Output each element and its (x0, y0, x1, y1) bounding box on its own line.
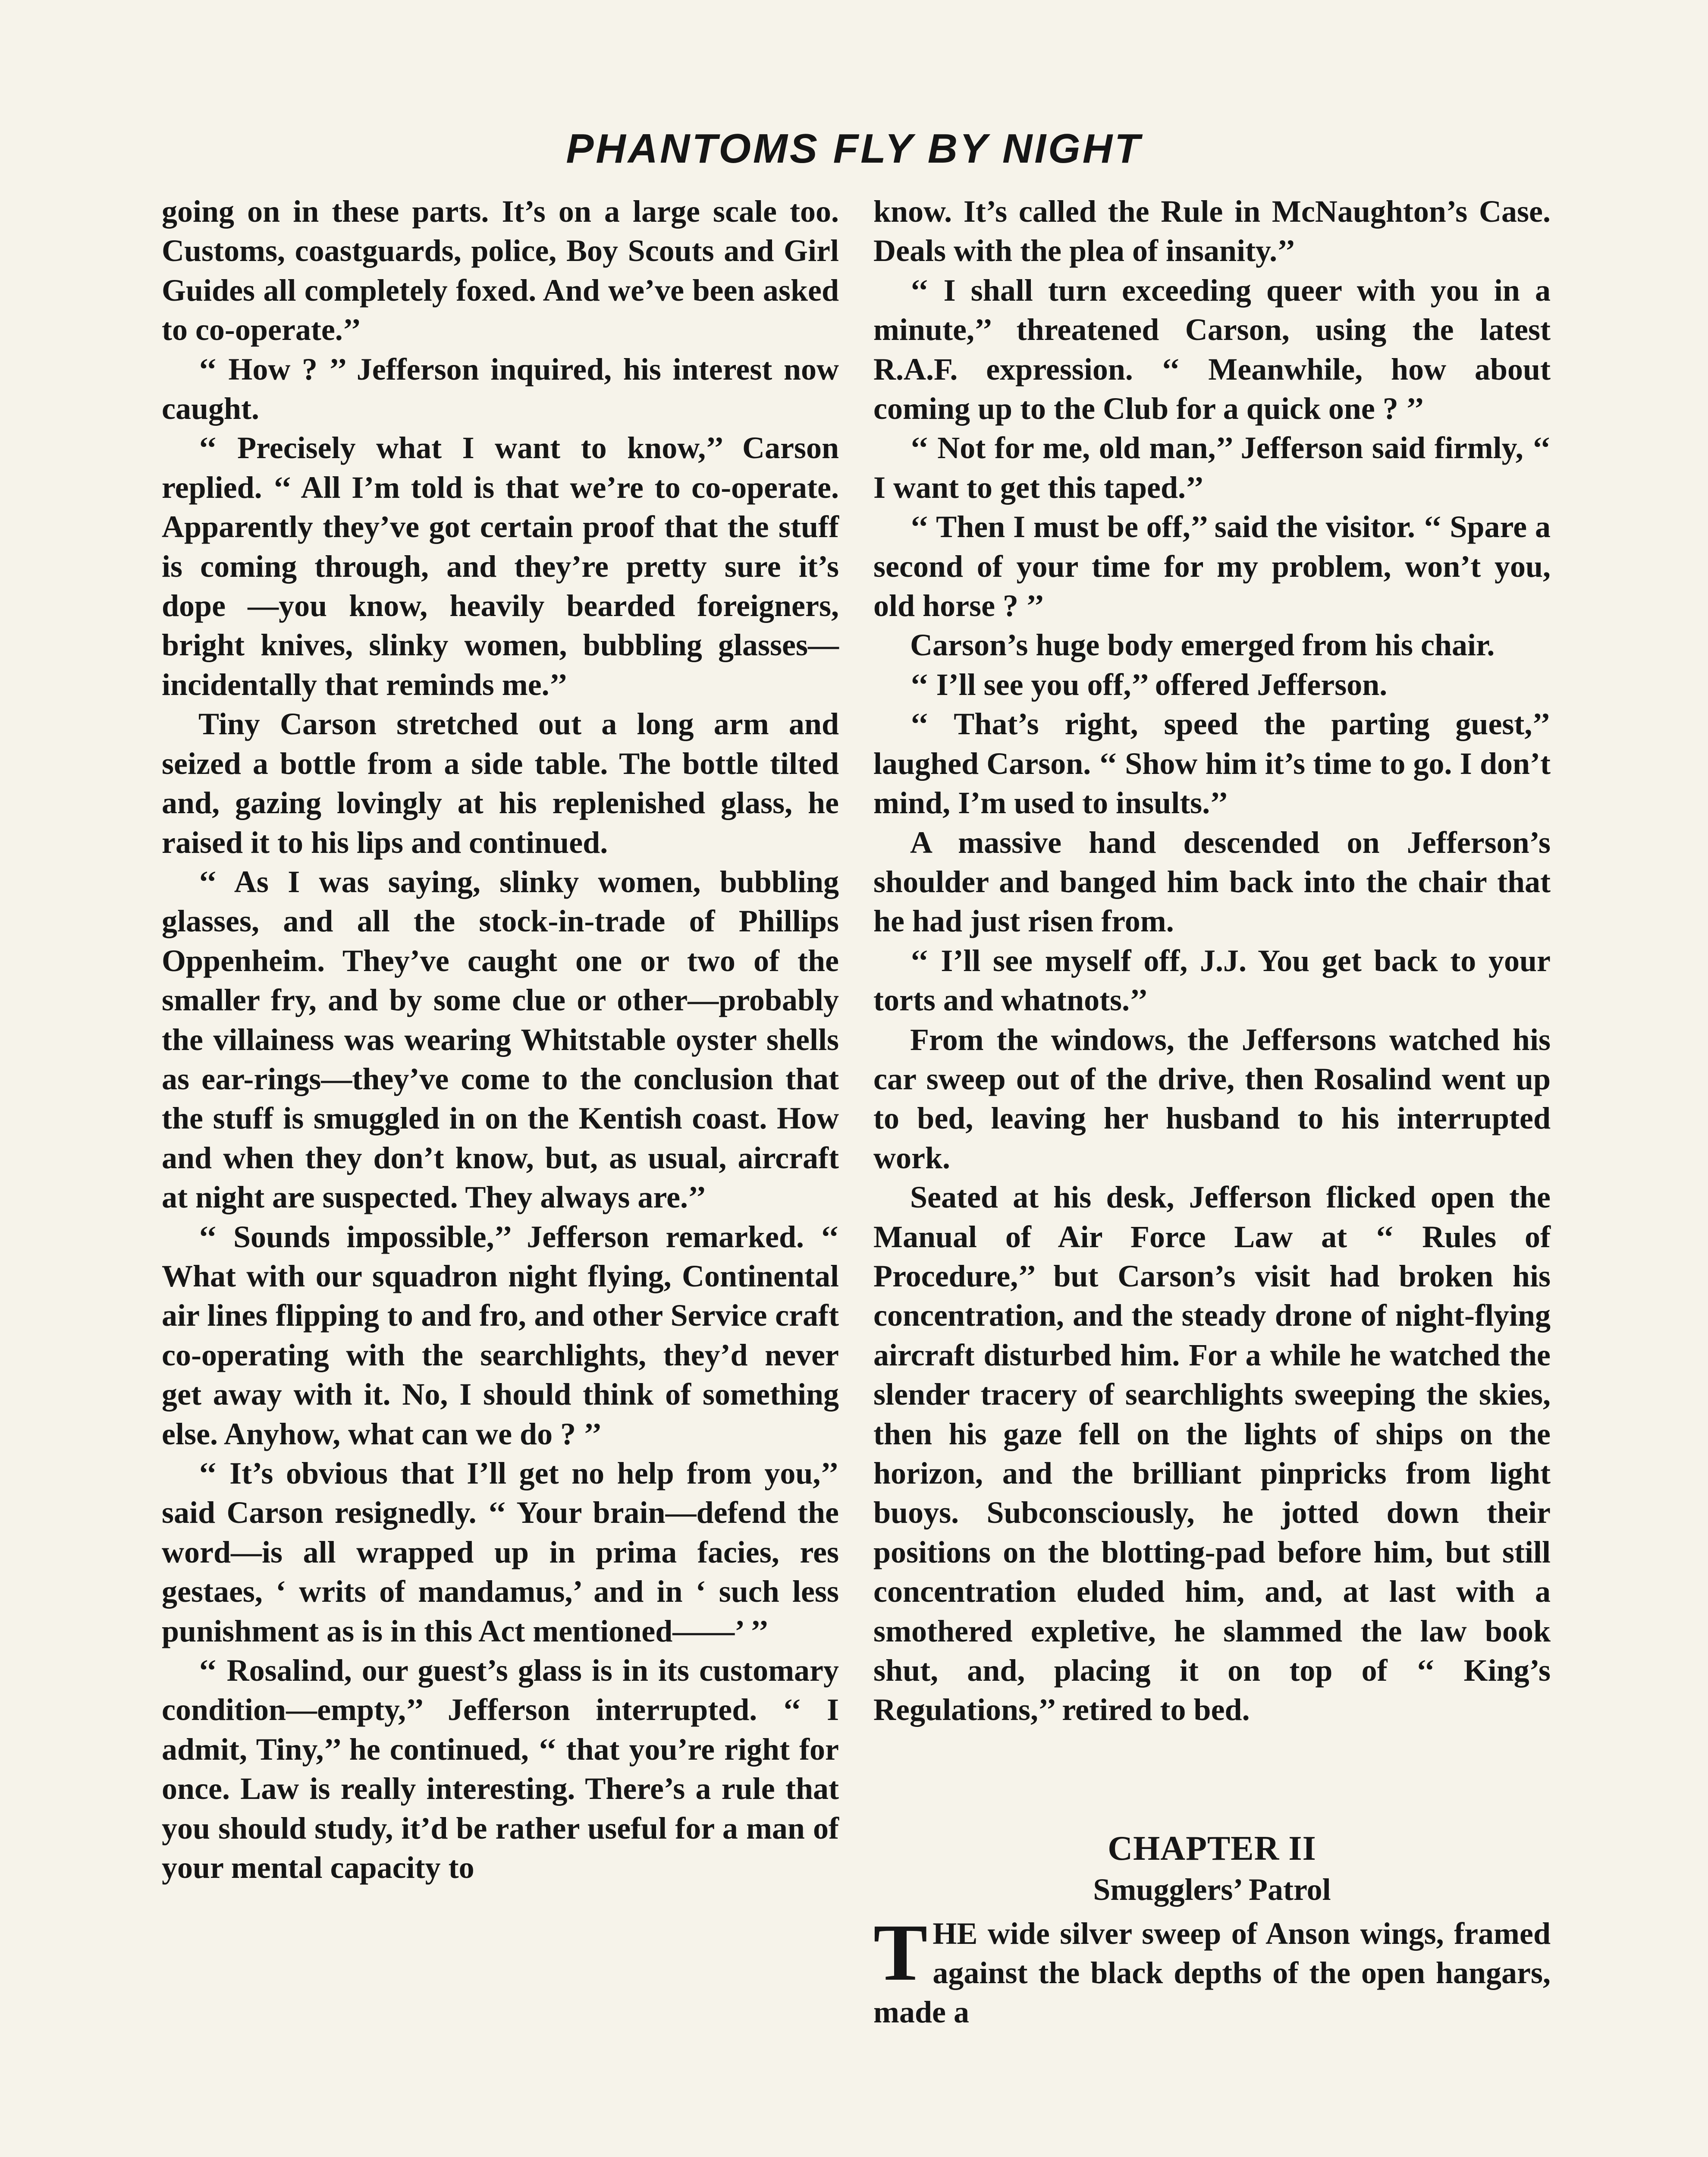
paragraph: ‘‘ I shall turn exceeding queer with you in a minute,’’ threatened Carson, using the latest R.A.F. expression. ‘‘ Meanwhile, how about coming up to the Club for a quick one ? ’’ (873, 273, 1551, 426)
left-column (162, 192, 839, 1887)
paragraph: From the windows, the Jeffersons watched his car sweep out of the drive, then Rosalind went up to bed, leaving her husband to his interrupted work. (873, 1022, 1551, 1175)
paragraph: ‘‘ How ? ’’ Jefferson inquired, his interest now caught. (162, 352, 839, 426)
paragraph: ‘‘ Then I must be off,’’ said the visitor. ‘‘ Spare a second of your time for my problem, won’t you, old horse ? ’’ (873, 509, 1551, 623)
paragraph: know. It’s called the Rule in McNaughton’s Case. Deals with the plea of insanity.’’ (873, 194, 1551, 268)
drop-cap: T (873, 1907, 928, 1997)
paragraph: ‘‘ Not for me, old man,’’ Jefferson said firmly, ‘‘ I want to get this taped.’’ (873, 431, 1551, 505)
paragraph: ‘‘ Sounds impossible,’’ Jefferson remarked. ‘‘ What with our squadron night flying, Continental air lines flipping to and fro, and other Service craft co-operating with the searchlights, they’d never get away with it. No, I should think of something else. Anyhow, what can we do ? ’’ (162, 1219, 839, 1451)
paragraph: ‘‘ As I was saying, slinky women, bubbling glasses, and all the stock-in-trade of Phillips Oppenheim. They’ve caught one or two of the smaller fry, and by some clue or other—probably the villainess was wearing Whitstable oyster shells as ear-rings—they’ve come to the conclusion that the stuff is smuggled in on the Kentish coast. How and when they don’t know, but, as usual, aircraft at night are suspected. They always are.’’ (162, 864, 839, 1215)
paragraph: ‘‘ It’s obvious that I’ll get no help from you,’’ said Carson resignedly. ‘‘ Your brain—defend the word—is all wrapped up in prima facies, res gestaes, ‘ writs of mandamus,’ and in ‘ such less punishment as is in this Act mentioned——’ ’’ (162, 1456, 839, 1648)
running-title: PHANTOMS FLY BY NIGHT (566, 126, 1142, 172)
chapter-opening-paragraph (873, 1907, 1551, 2032)
chapter-subtitle: Smugglers’ Patrol (1093, 1872, 1331, 1907)
chapter-opening-text: HE wide silver sweep of Anson wings, framed against the black depths of the open hangars, made a (873, 1916, 1551, 2030)
paragraph: ‘‘ That’s right, speed the parting guest,’’ laughed Carson. ‘‘ Show him it’s time to go. I don’t mind, I’m used to insults.’’ (873, 707, 1551, 821)
paragraph: going on in these parts. It’s on a large scale too. Customs, coastguards, police, Boy Scouts and Girl Guides all completely foxed. And we’ve been asked to co-operate.’’ (162, 194, 839, 347)
paragraph: Carson’s huge body emerged from his chair. (910, 628, 1495, 663)
right-column (873, 192, 1551, 2032)
paragraph: Tiny Carson stretched out a long arm and seized a bottle from a side table. The bottle tilted and, gazing lovingly at his replenished glass, he raised it to his lips and continued. (162, 707, 839, 860)
paragraph: A massive hand descended on Jefferson’s shoulder and banged him back into the chair that he had just risen from. (873, 825, 1551, 939)
paragraph: ‘‘ I’ll see you off,’’ offered Jefferson. (910, 667, 1388, 702)
chapter-heading: CHAPTER II (1108, 1829, 1316, 1868)
paragraph: Seated at his desk, Jefferson flicked open the Manual of Air Force Law at ‘‘ Rules of Procedure,’’ but Carson’s visit had broken his concentration, and the steady drone of night-flying aircraft disturbed him. For a while he watched the slender tracery of searchlights sweeping the skies, then his gaze fell on the lights of ships on the horizon, and the brilliant pinpricks from light buoys. Subconsciously, he jotted down their positions on the blotting-pad before him, but still concentration eluded him, and, at last with a smothered expletive, he slammed the law book shut, and, placing it on top of ‘‘ King’s Regulations,’’ retired to bed. (873, 1180, 1551, 1727)
paragraph: ‘‘ Rosalind, our guest’s glass is in its customary condition—empty,’’ Jefferson interrupted. ‘‘ I admit, Tiny,’’ he continued, ‘‘ that you’re right for once. Law is really interesting. There’s a rule that you should study, it’d be rather useful for a man of your mental capacity to (162, 1653, 839, 1885)
paragraph: ‘‘ I’ll see myself off, J.J. You get back to your torts and whatnots.’’ (873, 943, 1551, 1018)
paragraph: ‘‘ Precisely what I want to know,’’ Carson replied. ‘‘ All I’m told is that we’re to co-operate. Apparently they’ve got certain proof that the stuff is coming through, and they’re pretty sure it’s dope —you know, heavily bearded foreigners, bright knives, slinky women, bubbling glasses—incidentally that reminds me.’’ (162, 431, 839, 702)
